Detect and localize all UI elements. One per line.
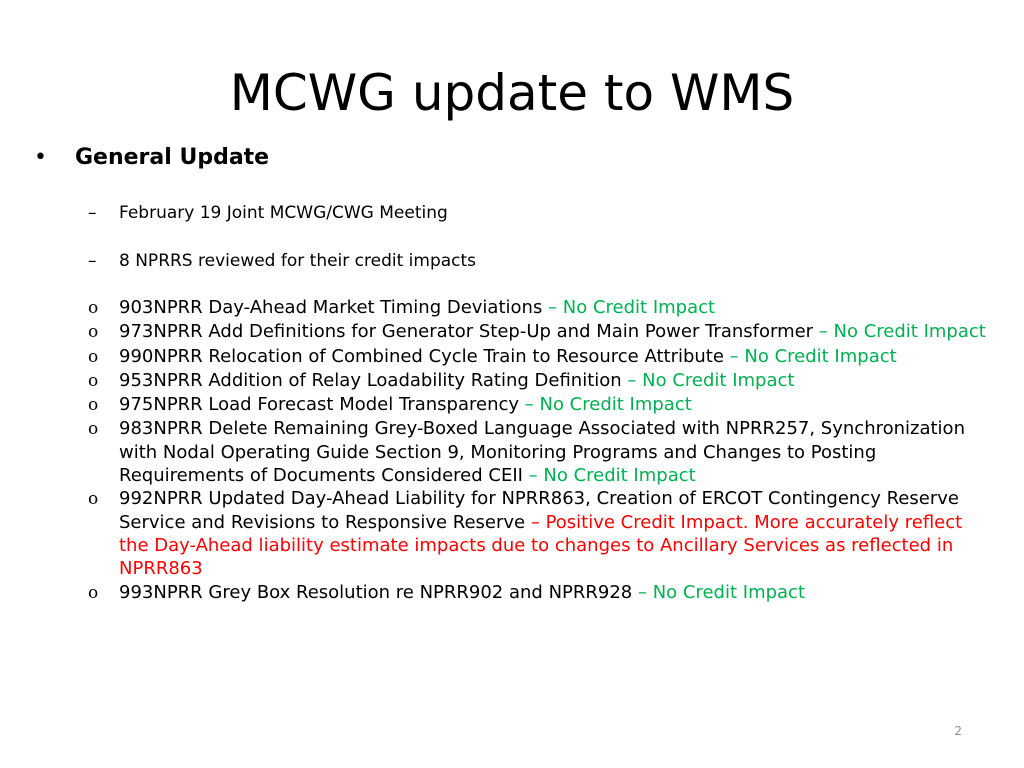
list-item bbox=[88, 345, 988, 369]
impact-text: – No Credit Impact bbox=[522, 465, 696, 487]
impact-text: – No Credit Impact bbox=[519, 394, 692, 416]
list-item bbox=[88, 487, 988, 580]
nprr-text: 903NPRR Day-Ahead Market Timing Deviations bbox=[119, 297, 543, 318]
sub-item-text: February 19 Joint MCWG/CWG Meeting bbox=[119, 203, 448, 223]
nprr-text: 953NPRR Addition of Relay Loadability Rating Definition bbox=[119, 369, 622, 391]
impact-text: – No Credit Impact bbox=[542, 297, 716, 318]
circle-marker: o bbox=[88, 346, 99, 367]
impact-text: – No Credit Impact bbox=[813, 321, 986, 343]
circle-marker: o bbox=[88, 322, 99, 343]
nprr-text: 990NPRR Relocation of Combined Cycle Train to Resource Attribute bbox=[119, 345, 724, 367]
nprr-text: 983NPRR Delete Remaining Grey-Boxed Language Associated with NPRR257, Synchronization with Nodal Operating Guide Section 9, Monitoring Programs and Changes to Posting Requirements of Documents Considered CEII bbox=[119, 418, 965, 487]
nprr-text: 992NPRR Updated Day-Ahead Liability for NPRR863, Creation of ERCOT Contingency Reserve Service and Revisions to Responsive Reserve bbox=[119, 488, 959, 533]
list-item bbox=[88, 369, 988, 393]
slide-title: MCWG update to WMS bbox=[229, 64, 795, 122]
sub-item-text: 8 NPRRS reviewed for their credit impacts bbox=[119, 251, 477, 271]
list-item bbox=[88, 581, 988, 605]
nprr-text: 993NPRR Grey Box Resolution re NPRR902 and NPRR928 bbox=[119, 581, 633, 603]
dash-marker: – bbox=[88, 251, 97, 271]
circle-marker: o bbox=[88, 395, 99, 416]
sub-item bbox=[88, 203, 448, 223]
circle-marker: o bbox=[88, 419, 99, 440]
circle-marker: o bbox=[88, 370, 99, 391]
section-heading: General Update bbox=[75, 145, 270, 170]
page-number: 2 bbox=[954, 724, 962, 738]
general-update-bullet bbox=[34, 145, 269, 170]
dash-marker: – bbox=[88, 203, 97, 223]
nprr-text: 973NPRR Add Definitions for Generator Step-Up and Main Power Transformer bbox=[119, 321, 814, 343]
list-item bbox=[88, 320, 988, 344]
circle-marker: o bbox=[88, 298, 99, 318]
list-item bbox=[88, 296, 988, 320]
list-item bbox=[88, 417, 988, 487]
impact-text: – No Credit Impact bbox=[632, 581, 806, 603]
impact-text: – No Credit Impact bbox=[723, 345, 897, 367]
sub-item bbox=[88, 251, 476, 271]
list-item bbox=[88, 393, 988, 417]
impact-text: – No Credit Impact bbox=[621, 369, 795, 391]
nprr-list bbox=[88, 296, 988, 605]
impact-text: – Positive Credit Impact. More accurately reflect the Day-Ahead liability estimate impacts due to changes to Ancillary Services as reflected in NPRR863 bbox=[119, 511, 963, 580]
nprr-text: 975NPRR Load Forecast Model Transparency bbox=[119, 394, 520, 416]
bullet-dot-icon: • bbox=[34, 145, 47, 170]
circle-marker: o bbox=[88, 582, 99, 603]
circle-marker: o bbox=[88, 489, 99, 510]
